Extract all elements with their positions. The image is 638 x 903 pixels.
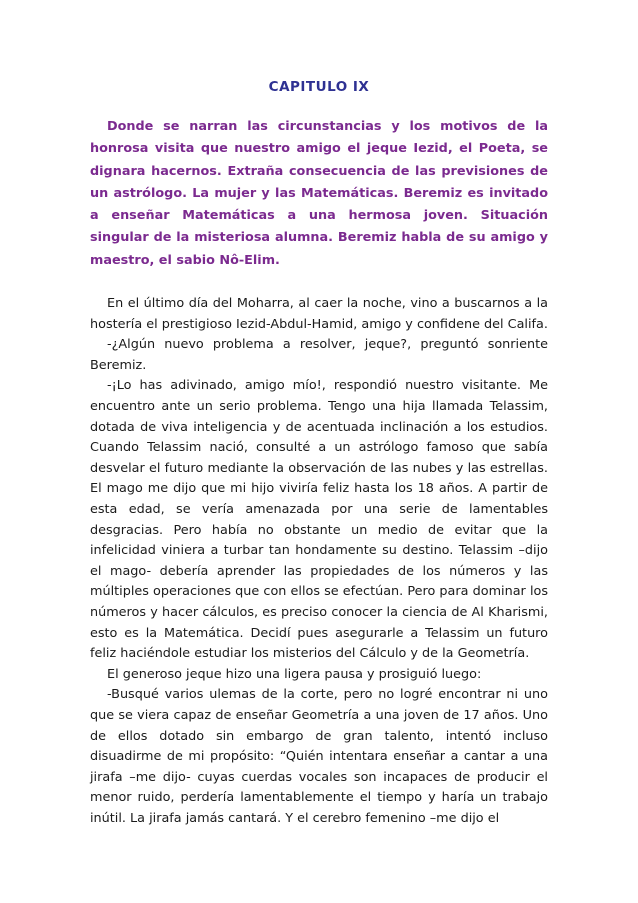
- body-paragraph: -Busqué varios ulemas de la corte, pero no logré encontrar ni uno que se viera capaz de enseñar Geometría a una joven de 17 años. Uno de ellos dotado sin embargo de gran talento, intentó incluso disuadirme de mi propósito: “Quién intentara enseñar a cantar a una jirafa –me dijo- cuyas cuerdas vocales son incapaces de producir el menor ruido, perdería lamentablemente el tiempo y haría un trabajo inútil. La jirafa jamás cantará. Y el cerebro femenino –me dijo el: [90, 687, 548, 826]
- chapter-title: CAPITULO IX: [268, 79, 370, 95]
- body-paragraph: El generoso jeque hizo una ligera pausa y prosiguió luego:: [107, 666, 482, 682]
- chapter-summary: Donde se narran las circunstancias y los motivos de la honrosa visita que nuestro amigo el jeque Iezid, el Poeta, se dignara hacernos. Extraña consecuencia de las previsiones de un astrólogo. La mujer y las Matemáticas. Beremiz es invitado a enseñar Matemáticas a una hermosa joven. Situación singular de la misteriosa alumna. Beremiz habla de su amigo y maestro, el sabio Nô-Elim.: [90, 119, 548, 268]
- body-paragraph: -¿Algún nuevo problema a resolver, jeque?, preguntó sonriente Beremiz.: [90, 337, 548, 373]
- body-paragraph: -¡Lo has adivinado, amigo mío!, respondió nuestro visitante. Me encuentro ante un serio problema. Tengo una hija llamada Telassim, dotada de viva inteligencia y de acentuada inclinación a los estudios. Cuando Telassim nació, consulté a un astrólogo famoso que sabía desvelar el futuro mediante la observación de las nubes y las estrellas. El mago me dijo que mi hijo viviría feliz hasta los 18 años. A partir de esta edad, se vería amenazada por una serie de lamentables desgracias. Pero había no obstante un medio de evitar que la infelicidad viniera a turbar tan hondamente su destino. Telassim –dijo el mago- debería aprender las propiedades de los números y las múltiples operaciones que con ellos se efectúan. Pero para dominar los números y hacer cálculos, es preciso conocer la ciencia de Al Kharismi, esto es la Matemática. Decidí pues asegurarle a Telassim un futuro feliz haciéndole estudiar los misterios del Cálculo y de la Geometría.: [90, 378, 548, 662]
- document-page: [90, 78, 548, 830]
- body-paragraph: En el último día del Moharra, al caer la noche, vino a buscarnos a la hostería el prestigioso Iezid-Abdul-Hamid, amigo y confidene del Califa.: [90, 296, 548, 332]
